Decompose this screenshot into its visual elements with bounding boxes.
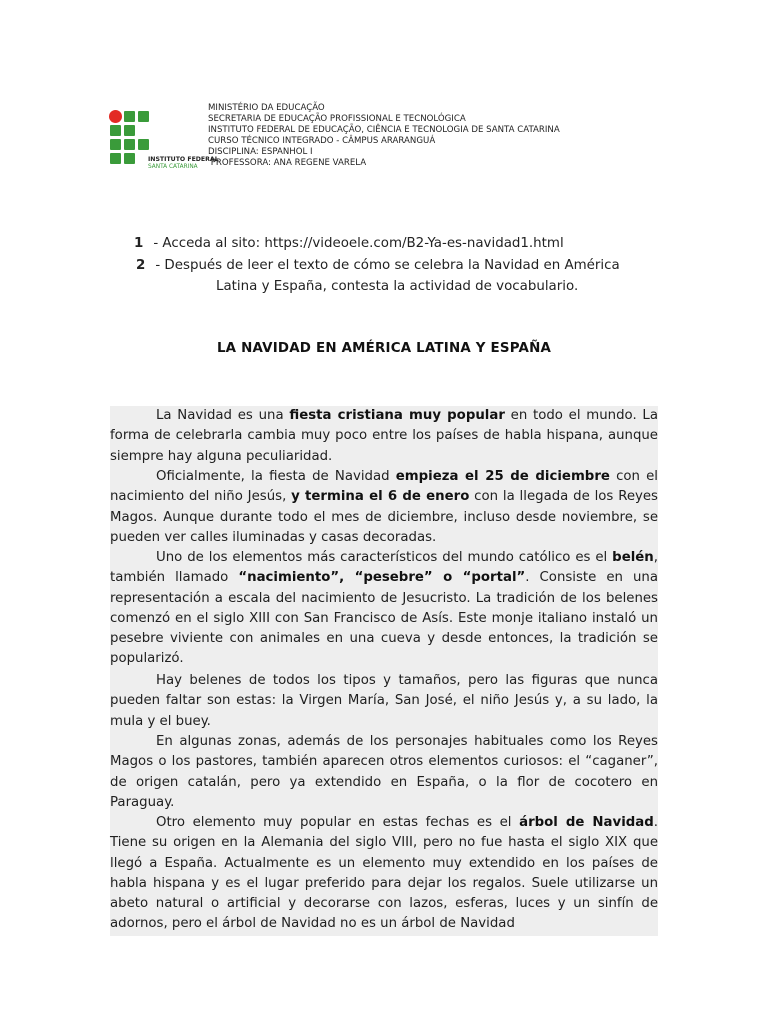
ifsc-logo (108, 109, 219, 171)
instruction-text: - Después de leer el texto de cómo se celebra la Navidad en América (155, 258, 620, 273)
professor-line: PROFESSORA: ANA REGENE VARELA (208, 157, 367, 168)
instruction-2-continued (216, 279, 578, 294)
text-run: Otro elemento muy popular en estas fechas es el (156, 815, 520, 830)
paragraph-2 (110, 467, 658, 548)
bold-phrase: y termina el 6 de enero (291, 489, 470, 505)
text-run: Oficialmente, la fiesta de Navidad (156, 469, 396, 484)
text-run: , también llamado (110, 550, 658, 586)
logo-red-dot (109, 110, 122, 123)
paragraph-4 (110, 671, 658, 732)
instruction-text: Latina y España, contesta la actividad de vocabulario. (216, 279, 579, 294)
instruction-number: 1 (134, 236, 144, 251)
paragraph-3 (110, 548, 658, 670)
bold-phrase: empieza el 25 de diciembre (395, 469, 610, 484)
ministry-line: MINISTÉRIO DA EDUCAÇÃO (208, 103, 325, 113)
paragraph-1 (110, 406, 658, 467)
discipline-line: DISCIPLINA: ESPANHOL I (208, 146, 313, 157)
instruction-1 (134, 236, 564, 251)
bold-phrase: belén (612, 550, 654, 565)
bold-phrase: fiesta cristiana muy popular (289, 408, 505, 423)
instruction-2 (136, 258, 620, 273)
secretariat-line: SECRETARIA DE EDUCAÇÃO PROFISSIONAL E TECNOLÓGICA (208, 113, 466, 124)
logo-text-institute: INSTITUTO FEDERAL (148, 156, 219, 163)
text-run: en todo el mundo. La forma de celebrarla cambia muy poco entre los países de habla hispana, aunque siempre hay alguna peculiaridad. (110, 408, 658, 464)
instruction-number: 2 (136, 258, 146, 273)
course-line: CURSO TÉCNICO INTEGRADO - CÂMPUS ARARANGUÁ (208, 135, 436, 146)
logo-text-state: SANTA CATARINA (148, 164, 198, 170)
document-title: LA NAVIDAD EN AMÉRICA LATINA Y ESPAÑA (216, 341, 552, 356)
letterhead (108, 103, 668, 173)
instruction-text: - Acceda al sito: https://videoele.com/B2-Ya-es-navidad1.html (153, 236, 564, 251)
text-run: Hay belenes de todos los tipos y tamaños, pero las figuras que nunca pueden faltar son estas: la Virgen María, San José, el niño Jesús y, a su lado, la mula y el buey. (110, 673, 658, 729)
text-run: En algunas zonas, además de los personajes habituales como los Reyes Magos o los pastores, también aparecen otros elementos curiosos: el “caganer”, de origen catalán, pero ya extendido en España, o la flor de cocotero en Paraguay. (110, 734, 658, 810)
bold-phrase: árbol de Navidad (519, 815, 654, 830)
institution-lines (208, 103, 560, 168)
paragraph-5 (110, 732, 658, 813)
text-run: Uno de los elementos más característicos del mundo católico es el (156, 550, 613, 565)
text-run: con la llegada de los Reyes Magos. Aunque durante todo el mes de diciembre, incluso desde noviembre, se pueden ver calles iluminadas y casas decoradas. (110, 489, 658, 545)
institute-line: INSTITUTO FEDERAL DE EDUCAÇÃO, CIÊNCIA E TECNOLOGIA DE SANTA CATARINA (208, 124, 560, 135)
bold-phrase: “nacimiento”, “pesebre” o “portal” (238, 570, 526, 586)
text-run: La Navidad es una (156, 408, 290, 423)
text-run: . Tiene su origen en la Alemania del siglo VIII, pero no fue hasta el siglo XIX que llegó a España. Actualmente es un elemento muy extendido en los países de habla hispana y es el lugar preferido para dejar los regalos. Suele utilizarse un abeto natural o artificial y decorarse con lazos, esferas, luces y un sinfín de adornos, pero el árbol de Navidad no es un árbol de Navidad (110, 815, 658, 932)
paragraph-6 (110, 813, 658, 935)
text-run: con el nacimiento del niño Jesús, (110, 469, 658, 505)
text-run: . Consiste en una representación a escala del nacimiento de Jesucristo. La tradición de los belenes comenzó en el siglo XIII con San Francisco de Asís. Este monje italiano instaló un pesebre viviente con animales en una cueva y desde entonces, la tradición se popularizó. (110, 570, 659, 667)
